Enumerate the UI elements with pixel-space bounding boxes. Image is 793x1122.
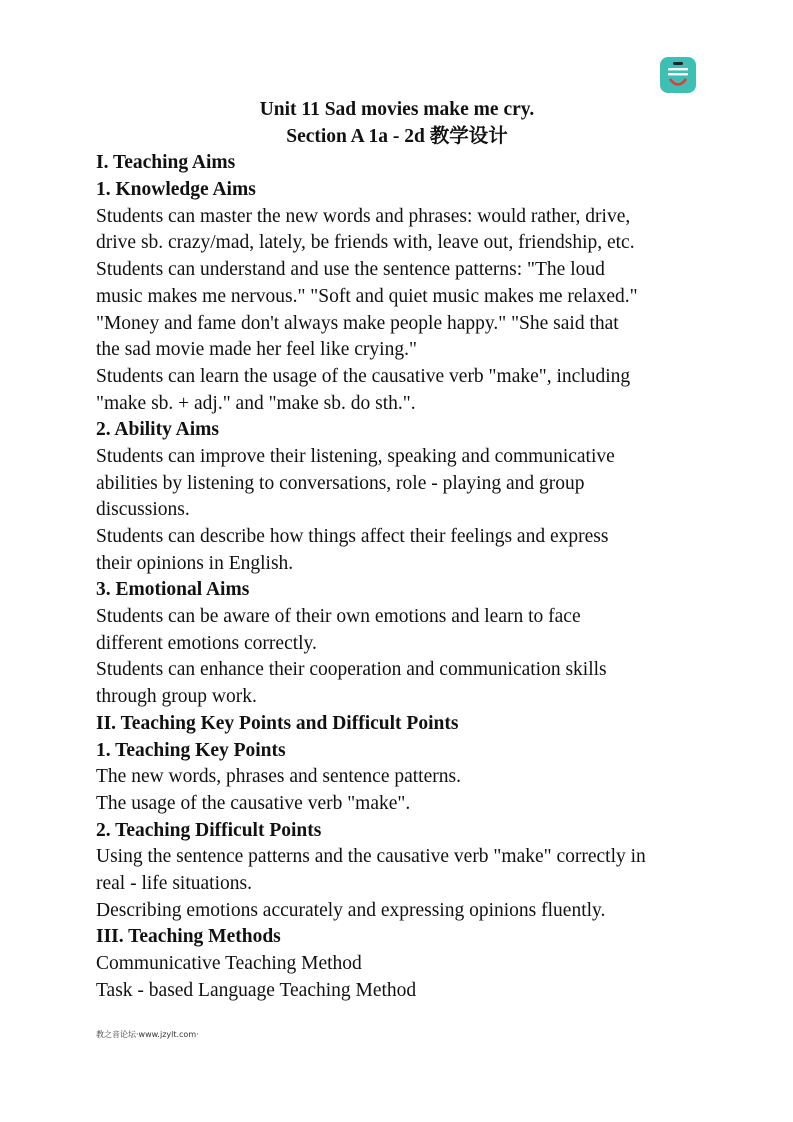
paragraph-line: their opinions in English. bbox=[96, 552, 294, 574]
section-heading: I. Teaching Aims bbox=[96, 152, 236, 174]
paragraph-line: different emotions correctly. bbox=[96, 632, 317, 654]
paragraph-line: Students can describe how things affect their feelings and express bbox=[96, 526, 609, 547]
paragraph-line: music makes me nervous." "Soft and quiet music makes me relaxed." bbox=[96, 285, 638, 307]
document-title: Unit 11 Sad movies make me cry. bbox=[259, 99, 535, 120]
paragraph-line: real - life situations. bbox=[96, 872, 252, 894]
section-heading: 2. Ability Aims bbox=[96, 419, 219, 441]
paragraph-line: Students can learn the usage of the causative verb "make", including bbox=[96, 365, 631, 387]
document-body bbox=[96, 97, 706, 1004]
paragraph-line: Students can enhance their cooperation and communication skills bbox=[96, 659, 607, 681]
section-heading: 3. Emotional Aims bbox=[96, 579, 250, 601]
paragraph-line: through group work. bbox=[96, 686, 257, 708]
paragraph-line: The usage of the causative verb "make". bbox=[96, 792, 411, 814]
paragraph-line: Communicative Teaching Method bbox=[96, 953, 362, 974]
site-logo-icon bbox=[660, 57, 696, 93]
section-heading: II. Teaching Key Points and Difficult Points bbox=[96, 712, 459, 734]
paragraph-line: discussions. bbox=[96, 499, 190, 521]
paragraph-line: Students can be aware of their own emotions and learn to face bbox=[96, 606, 581, 628]
document-lines bbox=[96, 150, 706, 1004]
section-heading: 1. Teaching Key Points bbox=[96, 739, 286, 761]
paragraph-line: Students can master the new words and phrases: would rather, drive, bbox=[96, 205, 631, 227]
paragraph-line: "make sb. + adj." and "make sb. do sth.". bbox=[96, 392, 416, 414]
paragraph-line: the sad movie made her feel like crying." bbox=[96, 339, 417, 361]
section-heading: 1. Knowledge Aims bbox=[96, 179, 256, 201]
paragraph-line: abilities by listening to conversations, role - playing and group bbox=[96, 472, 585, 494]
paragraph-line: Students can understand and use the sentence patterns: "The loud bbox=[96, 259, 605, 281]
paragraph-line: Using the sentence patterns and the causative verb "make" correctly in bbox=[96, 846, 646, 868]
section-heading: 2. Teaching Difficult Points bbox=[96, 819, 322, 841]
paragraph-line: drive sb. crazy/mad, lately, be friends with, leave out, friendship, etc. bbox=[96, 232, 635, 254]
section-heading: III. Teaching Methods bbox=[96, 926, 281, 948]
paragraph-line: Task - based Language Teaching Method bbox=[96, 979, 417, 1001]
paragraph-line: "Money and fame don't always make people happy." "She said that bbox=[96, 312, 619, 334]
paragraph-line: Students can improve their listening, speaking and communicative bbox=[96, 445, 615, 467]
document-subtitle: Section A 1a - 2d 教学设计 bbox=[286, 125, 508, 147]
paragraph-line: Describing emotions accurately and expressing opinions fluently. bbox=[96, 899, 606, 921]
footer-source: 教之音论坛·www.jzylt.com· bbox=[96, 1030, 199, 1039]
paragraph-line: The new words, phrases and sentence patterns. bbox=[96, 766, 461, 788]
